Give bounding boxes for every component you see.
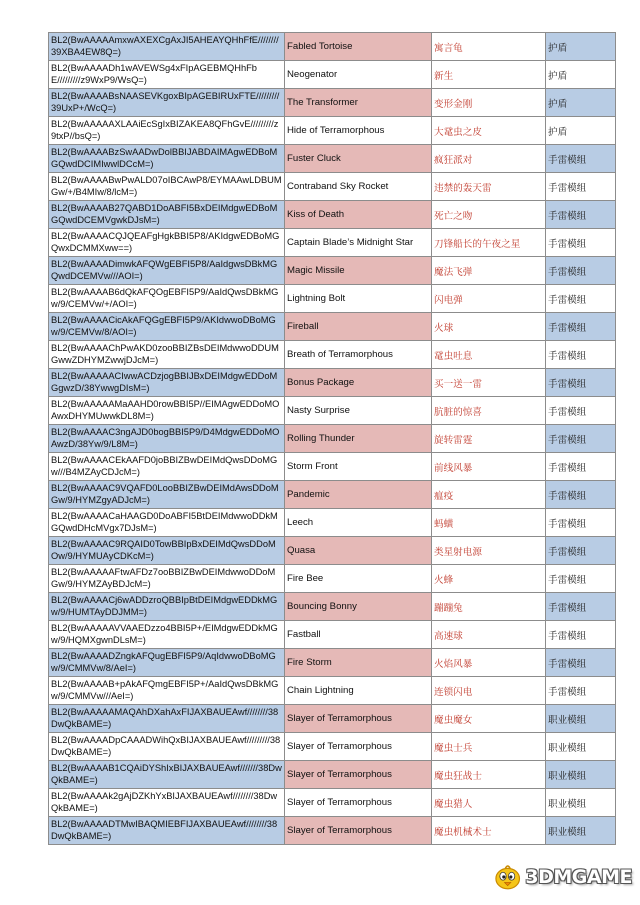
chinese-name-cell: 寓言龟 — [432, 33, 546, 61]
english-name-cell: Nasty Surprise — [285, 397, 432, 425]
code-cell: BL2(BwAAAADTMwIBAQMIEBFIJAXBAUEAwf////////38DwQkBAME=) — [49, 817, 285, 845]
code-cell: BL2(BwAAAAAFtwAFDz7ooBBIZBwDEIMdwwoDDoMGw/9/HYMZAyBDJcM=) — [49, 565, 285, 593]
code-cell: BL2(BwAAAAB6dQkAFQOgEBFI5P9/AaIdQwsDBkMGw/9/CEMVw/+/AOI=) — [49, 285, 285, 313]
code-cell: BL2(BwAAAACQJQEAFgHgkBBI5P8/AKIdgwEDBoMGQwxDCMMXww==) — [49, 229, 285, 257]
code-cell: BL2(BwAAAABwPwALD07oIBCAwP8/EYMAAwLDBUMGw/+/B4MIw/8/lcM=) — [49, 173, 285, 201]
category-cell: 手雷模组 — [546, 509, 616, 537]
english-name-cell: Kiss of Death — [285, 201, 432, 229]
category-cell: 手雷模组 — [546, 593, 616, 621]
english-name-cell: Bouncing Bonny — [285, 593, 432, 621]
table-row — [49, 341, 616, 369]
english-name-cell: Hide of Terramorphous — [285, 117, 432, 145]
english-name-cell: Rolling Thunder — [285, 425, 432, 453]
category-cell: 护盾 — [546, 61, 616, 89]
english-name-cell: Quasa — [285, 537, 432, 565]
english-name-cell: Slayer of Terramorphous — [285, 705, 432, 733]
table-row — [49, 733, 616, 761]
table-row — [49, 565, 616, 593]
category-cell: 手雷模组 — [546, 201, 616, 229]
english-name-cell: Slayer of Terramorphous — [285, 817, 432, 845]
chinese-name-cell: 旋转雷霆 — [432, 425, 546, 453]
code-cell: BL2(BwAAAAChPwAKD0zooBBIZBsDEIMdwwoDDUMGwwZDHYMZwwjDJcM=) — [49, 341, 285, 369]
table-row — [49, 397, 616, 425]
table-row — [49, 285, 616, 313]
chinese-name-cell: 新生 — [432, 61, 546, 89]
table-row — [49, 453, 616, 481]
chinese-name-cell: 类星射电源 — [432, 537, 546, 565]
chinese-name-cell: 连锁闪电 — [432, 677, 546, 705]
chinese-name-cell: 魔虫士兵 — [432, 733, 546, 761]
code-cell: BL2(BwAAAAACIwwACDzjogBBIJBxDEIMdgwEDDoMGgwzD/38YwwgDIsM=) — [49, 369, 285, 397]
category-cell: 职业模组 — [546, 733, 616, 761]
english-name-cell: Bonus Package — [285, 369, 432, 397]
code-cell: BL2(BwAAAACEkAAFD0joBBIZBwDEIMdQwsDDoMGw///B4MZAyCDJcM=) — [49, 453, 285, 481]
category-cell: 手雷模组 — [546, 397, 616, 425]
chinese-name-cell: 蹦蹦兔 — [432, 593, 546, 621]
chinese-name-cell: 魔虫狂战士 — [432, 761, 546, 789]
code-cell: BL2(BwAAAAAMaAAHD0rowBBI5P//EIMAgwEDDoMOAwxDHYMUwwkDL8M=) — [49, 397, 285, 425]
table-row — [49, 509, 616, 537]
code-cell: BL2(BwAAAADpCAAADWihQxBIJAXBAUEAwf/////////38DwQkBAME=) — [49, 733, 285, 761]
table-row — [49, 117, 616, 145]
english-name-cell: The Transformer — [285, 89, 432, 117]
table-row — [49, 425, 616, 453]
category-cell: 职业模组 — [546, 817, 616, 845]
chinese-name-cell: 火蜂 — [432, 565, 546, 593]
category-cell: 职业模组 — [546, 705, 616, 733]
code-cell: BL2(BwAAAAC9RQAID0TowBBIpBxDEIMdQwsDDoMOw/9/HYMUAyCDKcM=) — [49, 537, 285, 565]
code-cell: BL2(BwAAAADh1wAVEWSg4xFIpAGEBMQHhFbE/////////z9WxP9/WsQ=) — [49, 61, 285, 89]
english-name-cell: Slayer of Terramorphous — [285, 733, 432, 761]
category-cell: 手雷模组 — [546, 565, 616, 593]
english-name-cell: Captain Blade’s Midnight Star — [285, 229, 432, 257]
english-name-cell: Storm Front — [285, 453, 432, 481]
category-cell: 手雷模组 — [546, 621, 616, 649]
table-row — [49, 201, 616, 229]
english-name-cell: Fire Bee — [285, 565, 432, 593]
category-cell: 手雷模组 — [546, 677, 616, 705]
item-code-table — [48, 32, 616, 845]
english-name-cell: Slayer of Terramorphous — [285, 789, 432, 817]
chinese-name-cell: 魔虫猎人 — [432, 789, 546, 817]
code-cell: BL2(BwAAAACj6wADDzroQBBIpBtDEIMdgwEDDkMGw/9/HUMTAyDDJMM=) — [49, 593, 285, 621]
english-name-cell: Slayer of Terramorphous — [285, 761, 432, 789]
table-row — [49, 369, 616, 397]
category-cell: 职业模组 — [546, 761, 616, 789]
category-cell: 手雷模组 — [546, 285, 616, 313]
code-cell: BL2(BwAAAAk2gAjDZKhYxBIJAXBAUEAwf////////38DwQkBAME=) — [49, 789, 285, 817]
table-row — [49, 677, 616, 705]
chinese-name-cell: 变形金刚 — [432, 89, 546, 117]
code-cell: BL2(BwAAAAAMAQAhDXahAxFIJAXBAUEAwf////////38DwQkBAME=) — [49, 705, 285, 733]
code-cell: BL2(BwAAAADZngkAFQugEBFI5P9/AqIdwwoDBoMGw/9/CMMVw/8/AeI=) — [49, 649, 285, 677]
category-cell: 手雷模组 — [546, 649, 616, 677]
category-cell: 手雷模组 — [546, 229, 616, 257]
code-cell: BL2(BwAAAAC3ngAJD0bogBBI5P9/D4MdgwEDDoMOAwzD/38Yw/9/L8M=) — [49, 425, 285, 453]
chinese-name-cell: 疯狂派对 — [432, 145, 546, 173]
table-row — [49, 593, 616, 621]
chinese-name-cell: 前线风暴 — [432, 453, 546, 481]
table-row — [49, 145, 616, 173]
chinese-name-cell: 鼋虫吐息 — [432, 341, 546, 369]
category-cell: 手雷模组 — [546, 453, 616, 481]
category-cell: 手雷模组 — [546, 173, 616, 201]
category-cell: 手雷模组 — [546, 425, 616, 453]
category-cell: 护盾 — [546, 117, 616, 145]
table-row — [49, 481, 616, 509]
code-cell: BL2(BwAAAACicAkAFQGgEBFI5P9/AKIdwwoDBoMGw/9/CEMVw/8/AOI=) — [49, 313, 285, 341]
code-cell: BL2(BwAAAAC9VQAFD0LooBBIZBwDEIMdAwsDDoMGw/9/HYMZgyADJcM=) — [49, 481, 285, 509]
code-cell: BL2(BwAAAAB+pAkAFQmgEBFI5P+/AaIdQwsDBkMGw/9/CMMVw///AeI=) — [49, 677, 285, 705]
category-cell: 手雷模组 — [546, 257, 616, 285]
chinese-name-cell: 火焰风暴 — [432, 649, 546, 677]
chinese-name-cell: 死亡之吻 — [432, 201, 546, 229]
code-cell: BL2(BwAAAABsNAASEVKgoxBIpAGEBIRUxFTE/////////39UxP+/WcQ=) — [49, 89, 285, 117]
chinese-name-cell: 刀锋船长的午夜之星 — [432, 229, 546, 257]
code-cell: BL2(BwAAAABzSwAADwDolBBIJABDAIMAgwEDBoMGQwdDCIMIwwlDCcM=) — [49, 145, 285, 173]
chinese-name-cell: 肮脏的惊喜 — [432, 397, 546, 425]
chick-mascot-icon — [492, 858, 523, 896]
code-cell: BL2(BwAAAAAVVAAEDzzo4BBI5P+/EIMdgwEDDkMGw/9/HQMXgwnDLsM=) — [49, 621, 285, 649]
table-row — [49, 817, 616, 845]
english-name-cell: Leech — [285, 509, 432, 537]
table-row — [49, 313, 616, 341]
table-row — [49, 61, 616, 89]
category-cell: 手雷模组 — [546, 313, 616, 341]
chinese-name-cell: 买一送一雷 — [432, 369, 546, 397]
code-cell: BL2(BwAAAAB27QABD1DoABFI5BxDEIMdgwEDBoMGQwdDCEMVgwkDJsM=) — [49, 201, 285, 229]
chinese-name-cell: 高速球 — [432, 621, 546, 649]
code-cell: BL2(BwAAAAB1CQAiDYShIxBIJAXBAUEAwf///////38DwQkBAME=) — [49, 761, 285, 789]
category-cell: 手雷模组 — [546, 145, 616, 173]
table-row — [49, 229, 616, 257]
english-name-cell: Fire Storm — [285, 649, 432, 677]
english-name-cell: Fuster Cluck — [285, 145, 432, 173]
chinese-name-cell: 大鼋虫之皮 — [432, 117, 546, 145]
table-row — [49, 89, 616, 117]
category-cell: 手雷模组 — [546, 481, 616, 509]
english-name-cell: Chain Lightning — [285, 677, 432, 705]
english-name-cell: Fastball — [285, 621, 432, 649]
english-name-cell: Magic Missile — [285, 257, 432, 285]
category-cell: 护盾 — [546, 33, 616, 61]
table-row — [49, 621, 616, 649]
english-name-cell: Neogenator — [285, 61, 432, 89]
english-name-cell: Fabled Tortoise — [285, 33, 432, 61]
category-cell: 手雷模组 — [546, 341, 616, 369]
category-cell: 手雷模组 — [546, 537, 616, 565]
english-name-cell: Fireball — [285, 313, 432, 341]
english-name-cell: Breath of Terramorphous — [285, 341, 432, 369]
english-name-cell: Pandemic — [285, 481, 432, 509]
watermark — [492, 855, 632, 899]
table-row — [49, 537, 616, 565]
chinese-name-cell: 违禁的轰天雷 — [432, 173, 546, 201]
item-code-table-body — [49, 33, 616, 845]
chinese-name-cell: 魔虫机械术士 — [432, 817, 546, 845]
category-cell: 手雷模组 — [546, 369, 616, 397]
chinese-name-cell: 闪电弹 — [432, 285, 546, 313]
english-name-cell: Lightning Bolt — [285, 285, 432, 313]
english-name-cell: Contraband Sky Rocket — [285, 173, 432, 201]
chinese-name-cell: 蚂蟥 — [432, 509, 546, 537]
category-cell: 护盾 — [546, 89, 616, 117]
code-cell: BL2(BwAAAAAmxwAXEXCgAxJI5AHEAYQHhFfE////////39XBA4EW8Q=) — [49, 33, 285, 61]
table-row — [49, 173, 616, 201]
chinese-name-cell: 魔虫魔女 — [432, 705, 546, 733]
table-row — [49, 649, 616, 677]
table-row — [49, 257, 616, 285]
table-row — [49, 761, 616, 789]
code-cell: BL2(BwAAAACaHAAGD0DoABFI5BtDEIMdwwoDDkMGQwdDHcMVgx7DJsM=) — [49, 509, 285, 537]
watermark-text: 3DMGAME — [525, 866, 632, 888]
table-row — [49, 33, 616, 61]
chinese-name-cell: 魔法飞弹 — [432, 257, 546, 285]
chinese-name-cell: 瘟疫 — [432, 481, 546, 509]
chinese-name-cell: 火球 — [432, 313, 546, 341]
table-row — [49, 789, 616, 817]
table-row — [49, 705, 616, 733]
code-cell: BL2(BwAAAADimwkAFQWgEBFI5P8/AaIdgwsDBkMGQwdDCEMVw///AOI=) — [49, 257, 285, 285]
category-cell: 职业模组 — [546, 789, 616, 817]
code-cell: BL2(BwAAAAAXLAAiEcSgIxBIZAKEA8QFhGvE/////////z9txP//bsQ=) — [49, 117, 285, 145]
